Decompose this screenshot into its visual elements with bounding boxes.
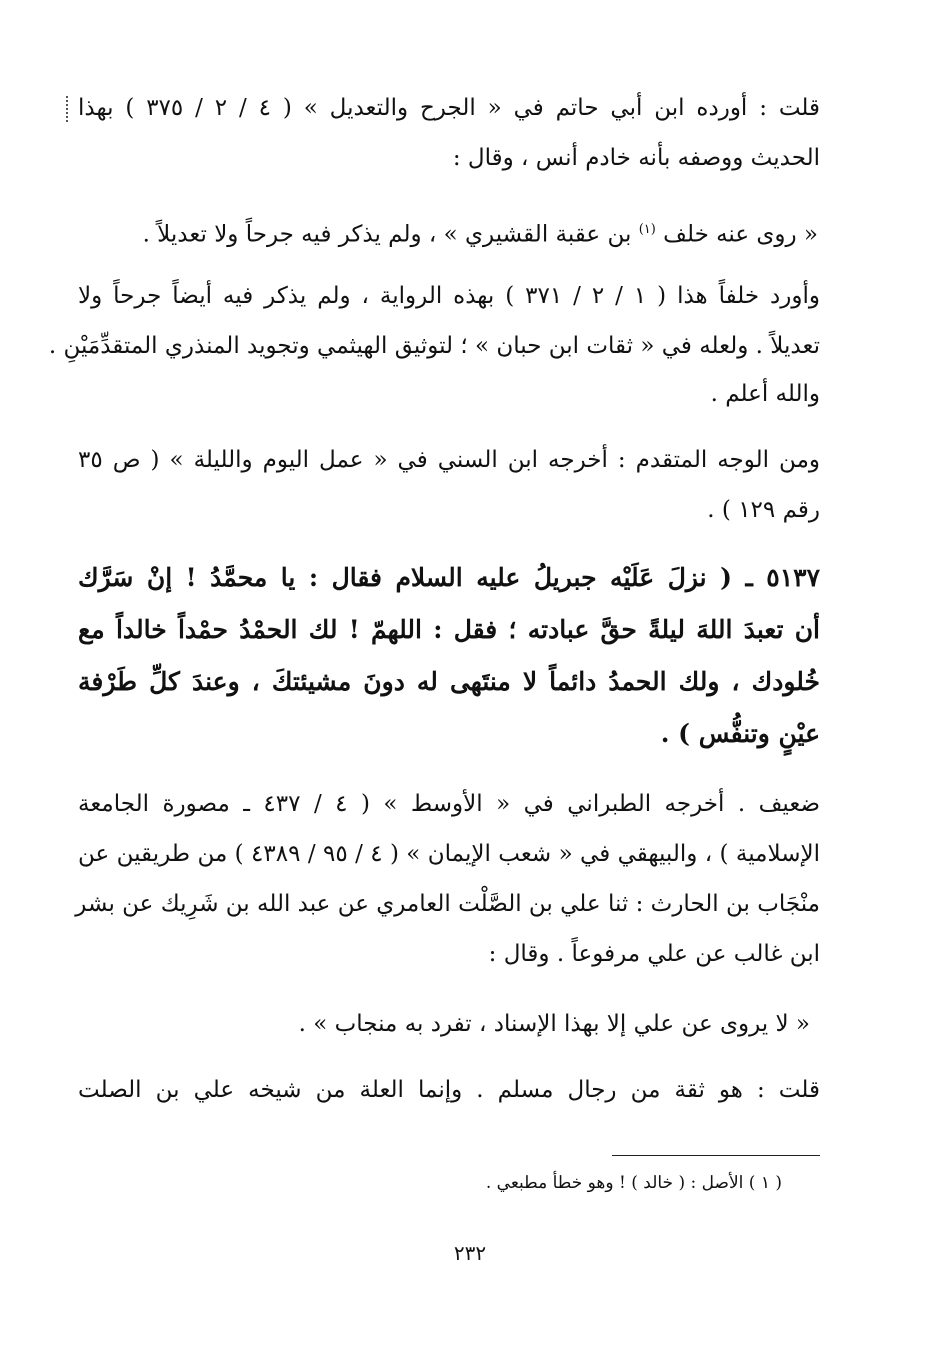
paragraph-5-line-1: قلت : هو ثقة من رجال مسلم . وإنما العلة من شيخه علي بن الصلت [78, 1077, 820, 1103]
paragraph-4-line-4: ابن غالب عن علي مرفوعاً . وقال : [488, 941, 820, 967]
footnote-text: ( ١ ) الأصل : ( خالد ) ! وهو خطأ مطبعي . [485, 1173, 782, 1193]
hadith-line-4: عيْنٍ وتنفُّس ) . [660, 719, 820, 748]
footnote-separator [612, 1155, 820, 1156]
paragraph-4-line-3: منْجَاب بن الحارث : ثنا علي بن الصَّلْت العامري عن عبد الله بن شَرِيك عن بشر [75, 891, 820, 917]
paragraph-4-line-1: ضعيف . أخرجه الطبراني في « الأوسط » ( ٤ / ٤٣٧ ـ مصورة الجامعة [78, 791, 821, 817]
paragraph-2-line-2: تعديلاً . ولعله في « ثقات ابن حبان » ؛ لتوثيق الهيثمي وتجويد المنذري المتقدِّمَيْنِ . [48, 333, 820, 359]
footnote-reference: (١) [638, 222, 656, 237]
hadith-line-2: أن تعبدَ اللهَ ليلةً حقَّ عبادته ؛ فقل : اللهمّ ! لك الحمْدُ حمْداً خالداً مع [78, 615, 820, 644]
page-number: ٢٣٢ [453, 1241, 487, 1265]
scan-edge-mark [66, 96, 71, 122]
quote-1-before: « روى عنه خلف [663, 221, 818, 248]
paragraph-3-line-2: رقم ١٢٩ ) . [707, 497, 820, 523]
hadith-line-1: ٥١٣٧ ـ ( نزلَ عَلَيْه جبريلُ عليه السلام فقال : يا محمَّدُ ! إنْ سَرَّك [78, 563, 820, 592]
paragraph-1-line-2: الحديث ووصفه بأنه خادم أنس ، وقال : [452, 145, 820, 171]
quote-2: « لا يروى عن علي إلا بهذا الإسناد ، تفرد به منجاب » . [298, 1011, 810, 1037]
paragraph-4-line-2: الإسلامية ) ، والبيهقي في « شعب الإيمان » ( ٤ / ٩٥ / ٤٣٨٩ ) من طريقين عن [78, 841, 821, 867]
paragraph-2-line-1: وأورد خلفاً هذا ( ١ / ٢ / ٣٧١ ) بهذه الرواية ، ولم يذكر فيه أيضاً جرحاً ولا [78, 283, 820, 309]
paragraph-3-line-1: ومن الوجه المتقدم : أخرجه ابن السني في « عمل اليوم والليلة » ( ص ٣٥ [78, 447, 820, 473]
quote-1 [143, 210, 818, 250]
paragraph-1-line-1: قلت : أورده ابن أبي حاتم في « الجرح والتعديل » ( ٤ / ٢ / ٣٧٥ ) بهذا [78, 95, 821, 121]
hadith-line-3: خُلودك ، ولك الحمدُ دائماً لا منتَهى له دونَ مشيئتكَ ، وعندَ كلِّ طَرْفة [78, 667, 820, 696]
paragraph-2-line-3: والله أعلم . [710, 381, 820, 407]
quote-1-after: بن عقبة القشيري » ، ولم يذكر فيه جرحاً ولا تعديلاً . [142, 221, 632, 248]
